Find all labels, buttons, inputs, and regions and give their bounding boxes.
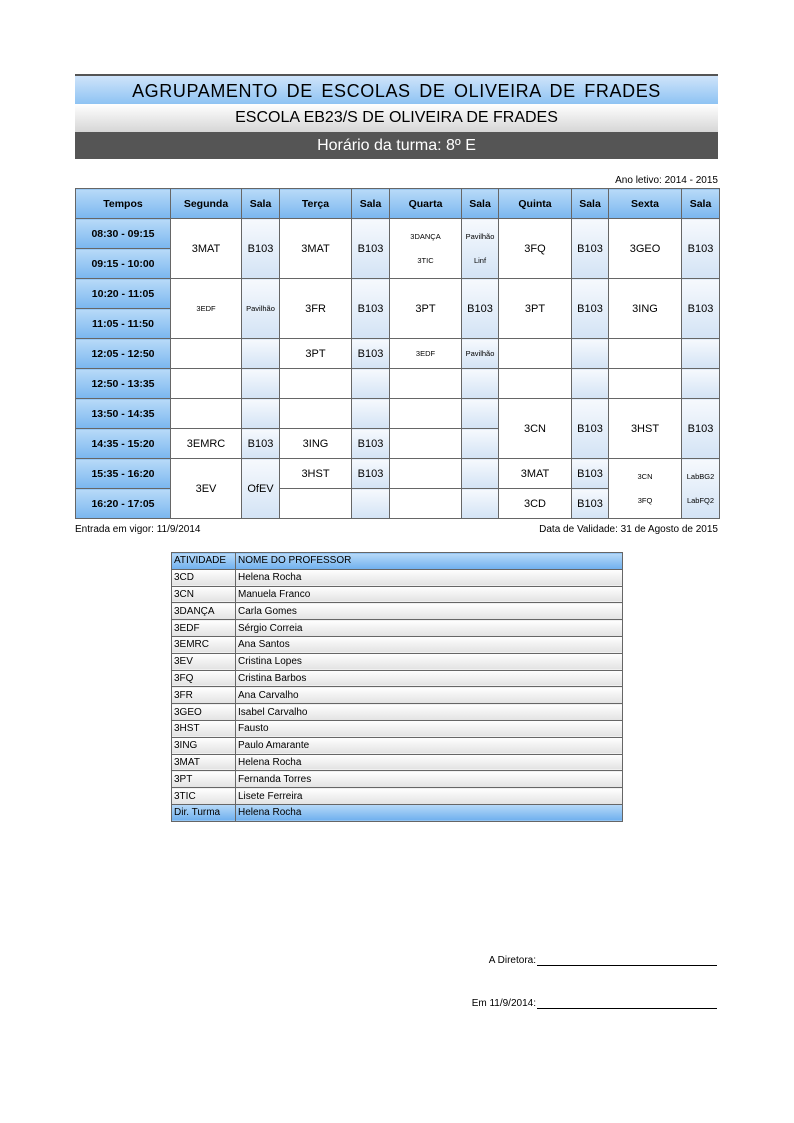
- room-cell: [462, 489, 499, 519]
- class-cell: [390, 399, 462, 429]
- room-cell: [462, 429, 499, 459]
- class-cell: 3PT: [390, 279, 462, 339]
- room-cell: [242, 369, 280, 399]
- col-header-room: Sala: [572, 189, 609, 219]
- class-cell: [390, 219, 462, 279]
- room-cell: [242, 339, 280, 369]
- in-force-date: Entrada em vigor: 11/9/2014: [75, 524, 201, 535]
- activity-cell: 3TIC: [172, 788, 236, 805]
- col-header-tuesday: Terça: [280, 189, 352, 219]
- date-signature-line: [537, 1008, 717, 1009]
- teacher-cell: Fernanda Torres: [236, 771, 623, 788]
- class-cell: [609, 459, 682, 519]
- activity-cell: 3DANÇA: [172, 603, 236, 620]
- activity-cell: Dir. Turma: [172, 804, 236, 821]
- room-cell: B103: [572, 399, 609, 459]
- teacher-cell: Lisete Ferreira: [236, 788, 623, 805]
- class-cell: 3HST: [609, 399, 682, 459]
- class-cell: 3EMRC: [171, 429, 242, 459]
- teacher-row: [172, 754, 623, 771]
- class-cell: 3FQ: [499, 219, 572, 279]
- school-year: Ano letivo: 2014 - 2015: [615, 175, 718, 186]
- room-cell: [572, 369, 609, 399]
- class-director-row: [172, 804, 623, 821]
- col-header-monday: Segunda: [171, 189, 242, 219]
- class-cell: [171, 339, 242, 369]
- activity-cell: 3PT: [172, 771, 236, 788]
- class-cell: [609, 339, 682, 369]
- col-header-room: Sala: [682, 189, 720, 219]
- time-slot: 10:20 - 11:05: [76, 279, 171, 309]
- room-cell: B103: [242, 429, 280, 459]
- class-cell-shift-a: 3DANÇA: [410, 231, 441, 241]
- activity-cell: 3EDF: [172, 620, 236, 637]
- class-cell: 3MAT: [499, 459, 572, 489]
- class-cell-shift-b: 3TIC: [417, 255, 434, 265]
- activity-cell: 3CD: [172, 569, 236, 586]
- time-slot: 12:05 - 12:50: [76, 339, 171, 369]
- activity-cell: 3EV: [172, 653, 236, 670]
- activity-cell: 3ING: [172, 737, 236, 754]
- room-cell: [462, 369, 499, 399]
- teacher-row: [172, 586, 623, 603]
- teacher-cell: Cristina Lopes: [236, 653, 623, 670]
- col-header-room: Sala: [352, 189, 390, 219]
- room-cell: B103: [462, 279, 499, 339]
- class-cell-shift-b: 3FQ: [637, 495, 653, 505]
- class-cell: 3HST: [280, 459, 352, 489]
- room-cell: [682, 369, 720, 399]
- room-cell: [352, 399, 390, 429]
- teachers-table: [171, 552, 623, 822]
- class-cell: 3CN: [499, 399, 572, 459]
- time-slot: 15:35 - 16:20: [76, 459, 171, 489]
- room-cell: B103: [352, 459, 390, 489]
- col-header-times: Tempos: [76, 189, 171, 219]
- teacher-cell: Helena Rocha: [236, 804, 623, 821]
- time-slot: 16:20 - 17:05: [76, 489, 171, 519]
- time-slot: 11:05 - 11:50: [76, 309, 171, 339]
- time-slot: 13:50 - 14:35: [76, 399, 171, 429]
- teacher-cell: Carla Gomes: [236, 603, 623, 620]
- teacher-row: [172, 720, 623, 737]
- director-signature-label: A Diretora:: [488, 955, 536, 966]
- class-cell: [390, 459, 462, 489]
- room-cell: [352, 369, 390, 399]
- class-cell: 3MAT: [171, 219, 242, 279]
- col-header-friday: Sexta: [609, 189, 682, 219]
- teacher-row: [172, 653, 623, 670]
- room-cell: B103: [572, 279, 609, 339]
- room-cell: [682, 459, 720, 519]
- col-header-activity: ATIVIDADE: [172, 553, 236, 570]
- class-cell: [171, 399, 242, 429]
- teacher-cell: Manuela Franco: [236, 586, 623, 603]
- class-cell: 3GEO: [609, 219, 682, 279]
- room-cell: [352, 489, 390, 519]
- activity-cell: 3CN: [172, 586, 236, 603]
- activity-cell: 3EMRC: [172, 636, 236, 653]
- schedule-row: [76, 369, 720, 399]
- room-cell: B103: [572, 489, 609, 519]
- room-cell: B103: [682, 399, 720, 459]
- schedule-header-row: [76, 189, 720, 219]
- teacher-cell: Helena Rocha: [236, 754, 623, 771]
- teacher-row: [172, 569, 623, 586]
- activity-cell: 3FQ: [172, 670, 236, 687]
- room-cell: Pavilhão: [242, 279, 280, 339]
- col-header-wednesday: Quarta: [390, 189, 462, 219]
- class-cell: 3PT: [280, 339, 352, 369]
- class-cell: 3EDF: [390, 339, 462, 369]
- class-cell: 3PT: [499, 279, 572, 339]
- schedule-row: [76, 339, 720, 369]
- class-cell: [499, 369, 572, 399]
- schedule-row: [76, 459, 720, 489]
- class-cell: 3CD: [499, 489, 572, 519]
- room-cell: OfEV: [242, 459, 280, 519]
- class-cell: 3ING: [280, 429, 352, 459]
- teacher-cell: Ana Carvalho: [236, 687, 623, 704]
- room-cell: B103: [352, 429, 390, 459]
- time-slot: 14:35 - 15:20: [76, 429, 171, 459]
- room-cell: B103: [352, 219, 390, 279]
- school-name: ESCOLA EB23/S DE OLIVEIRA DE FRADES: [75, 104, 718, 132]
- room-cell: B103: [352, 339, 390, 369]
- activity-cell: 3MAT: [172, 754, 236, 771]
- teacher-cell: Sérgio Correia: [236, 620, 623, 637]
- room-cell: B103: [572, 459, 609, 489]
- time-slot: 12:50 - 13:35: [76, 369, 171, 399]
- class-cell: 3EV: [171, 459, 242, 519]
- teacher-row: [172, 603, 623, 620]
- class-cell: [280, 399, 352, 429]
- teacher-cell: Helena Rocha: [236, 569, 623, 586]
- room-cell: [462, 399, 499, 429]
- class-cell: [390, 429, 462, 459]
- schedule-row: [76, 399, 720, 429]
- teacher-row: [172, 687, 623, 704]
- time-slot: 08:30 - 09:15: [76, 219, 171, 249]
- class-schedule-title: Horário da turma: 8º E: [75, 132, 718, 159]
- activity-cell: 3FR: [172, 687, 236, 704]
- teacher-cell: Isabel Carvalho: [236, 704, 623, 721]
- validity-date: Data de Validade: 31 de Agosto de 2015: [539, 524, 718, 535]
- room-cell: B103: [682, 219, 720, 279]
- teacher-row: [172, 771, 623, 788]
- class-cell: 3ING: [609, 279, 682, 339]
- col-header-teacher: NOME DO PROFESSOR: [236, 553, 623, 570]
- room-cell: [462, 459, 499, 489]
- class-cell: [280, 369, 352, 399]
- time-slot: 09:15 - 10:00: [76, 249, 171, 279]
- room-cell: [682, 339, 720, 369]
- teacher-cell: Ana Santos: [236, 636, 623, 653]
- room-cell-shift-a: Pavilhão: [465, 231, 495, 241]
- teacher-row: [172, 636, 623, 653]
- room-cell: B103: [352, 279, 390, 339]
- teachers-header-row: [172, 553, 623, 570]
- room-cell-shift-b: Linf: [473, 255, 487, 265]
- teacher-row: [172, 737, 623, 754]
- schedule-table: [75, 188, 720, 519]
- class-cell: 3EDF: [171, 279, 242, 339]
- room-cell: [462, 219, 499, 279]
- class-cell: 3MAT: [280, 219, 352, 279]
- room-cell: B103: [242, 219, 280, 279]
- col-header-room: Sala: [242, 189, 280, 219]
- schedule-row: [76, 219, 720, 249]
- schedule-row: [76, 279, 720, 309]
- teacher-cell: Paulo Amarante: [236, 737, 623, 754]
- activity-cell: 3GEO: [172, 704, 236, 721]
- class-cell: [280, 489, 352, 519]
- room-cell-shift-a: LabBG2: [686, 471, 715, 481]
- col-header-thursday: Quinta: [499, 189, 572, 219]
- school-group-title: AGRUPAMENTO DE ESCOLAS DE OLIVEIRA DE FRADES: [75, 74, 718, 104]
- class-cell: [390, 369, 462, 399]
- teacher-cell: Cristina Barbos: [236, 670, 623, 687]
- room-cell: B103: [572, 219, 609, 279]
- teacher-row: [172, 788, 623, 805]
- room-cell: [242, 399, 280, 429]
- room-cell-shift-b: LabFQ2: [686, 495, 715, 505]
- teacher-row: [172, 704, 623, 721]
- date-signature-label: Em 11/9/2014:: [471, 998, 536, 1009]
- teacher-row: [172, 620, 623, 637]
- activity-cell: 3HST: [172, 720, 236, 737]
- class-cell: [390, 489, 462, 519]
- room-cell: [572, 339, 609, 369]
- class-cell: [171, 369, 242, 399]
- class-cell: [609, 369, 682, 399]
- teacher-cell: Fausto: [236, 720, 623, 737]
- col-header-room: Sala: [462, 189, 499, 219]
- class-cell: [499, 339, 572, 369]
- class-cell-shift-a: 3CN: [637, 471, 653, 481]
- room-cell: Pavilhão: [462, 339, 499, 369]
- teacher-row: [172, 670, 623, 687]
- director-signature-line: [537, 965, 717, 966]
- room-cell: B103: [682, 279, 720, 339]
- class-cell: 3FR: [280, 279, 352, 339]
